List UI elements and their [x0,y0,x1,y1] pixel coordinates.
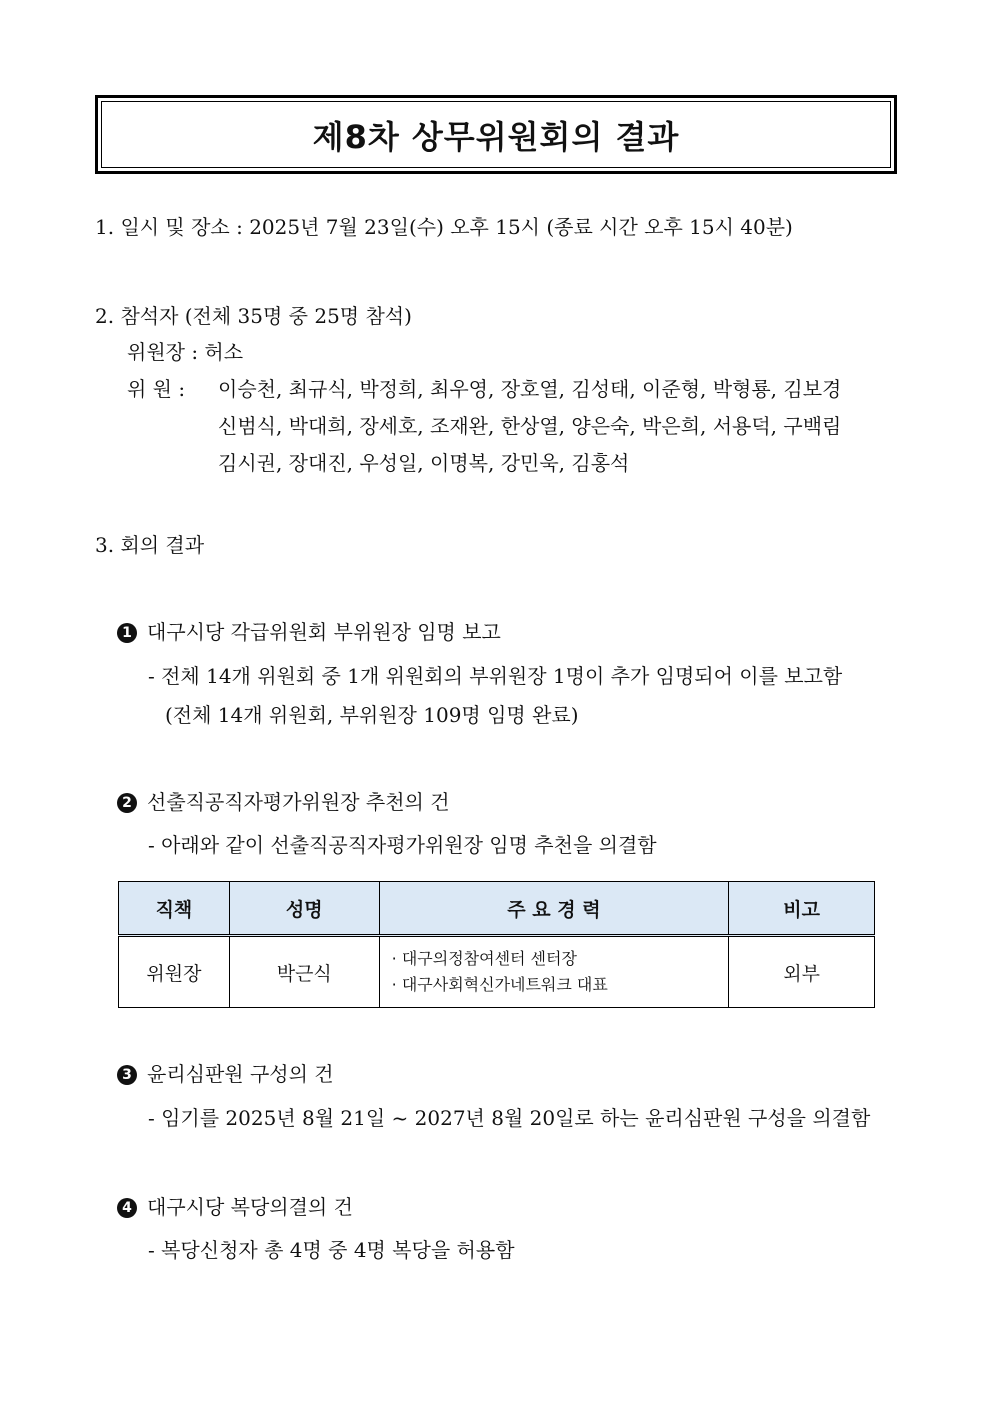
item4-title-row [117,1194,353,1220]
members-line-2: 신범식, 박대희, 장세호, 조재완, 한상열, 양은숙, 박은희, 서용덕, 구백림 [218,414,842,438]
section2-heading: 2. 참석자 (전체 35명 중 25명 참석) [95,304,412,328]
section3-heading: 3. 회의 결과 [95,533,205,557]
cell-career [379,936,729,1008]
item4-title: 대구시당 복당의결의 건 [147,1195,353,1219]
page-title: 제8차 상무위원회의 결과 [312,117,680,156]
career-item: · 대구의정참여센터 센터장 [392,946,729,972]
header-position: 직책 [119,882,230,936]
nominee-table [118,881,875,1008]
header-name: 성명 [229,882,379,936]
career-item: · 대구사회혁신가네트워크 대표 [392,972,729,998]
table-header-row [119,882,875,936]
cell-position: 위원장 [119,936,230,1008]
item3-number-badge: 3 [117,1065,137,1085]
members-line-3: 김시권, 장대진, 우성일, 이명복, 강민욱, 김홍석 [218,451,630,475]
item2-detail-1: - 아래와 같이 선출직공직자평가위원장 임명 추천을 의결함 [148,833,657,857]
cell-note: 외부 [729,936,875,1008]
members-line-1: 이승천, 최규식, 박정희, 최우영, 장호열, 김성태, 이준형, 박형룡, 김보경 [218,377,842,401]
members-label: 위 원 : [127,377,186,401]
item1-number-badge: 1 [117,623,137,643]
item3-title: 윤리심판원 구성의 건 [147,1062,334,1086]
title-inner-border [101,101,891,168]
item1-title: 대구시당 각급위원회 부위원장 임명 보고 [147,620,501,644]
item2-title-row [117,789,450,815]
section1-schedule: 1. 일시 및 장소 : 2025년 7월 23일(수) 오후 15시 (종료 시간 오후 15시 40분) [95,215,793,239]
item1-detail-2: (전체 14개 위원회, 부위원장 109명 임명 완료) [165,703,579,727]
item3-detail-1: - 임기를 2025년 8월 21일 ~ 2027년 8월 20일로 하는 윤리심판원 구성을 의결함 [148,1106,871,1130]
header-note: 비고 [729,882,875,936]
header-career: 주 요 경 력 [379,882,729,936]
title-box [95,95,897,174]
cell-name: 박근식 [229,936,379,1008]
table-row [119,936,875,1008]
item1-title-row [117,619,501,645]
item3-title-row [117,1061,334,1087]
item2-title: 선출직공직자평가위원장 추천의 건 [147,790,450,814]
item4-number-badge: 4 [117,1198,137,1218]
item1-detail-1: - 전체 14개 위원회 중 1개 위원회의 부위원장 1명이 추가 임명되어 이를 보고함 [148,664,843,688]
chair-line: 위원장 : 허소 [127,340,244,364]
item2-number-badge: 2 [117,793,137,813]
item4-detail-1: - 복당신청자 총 4명 중 4명 복당을 허용함 [148,1238,515,1262]
